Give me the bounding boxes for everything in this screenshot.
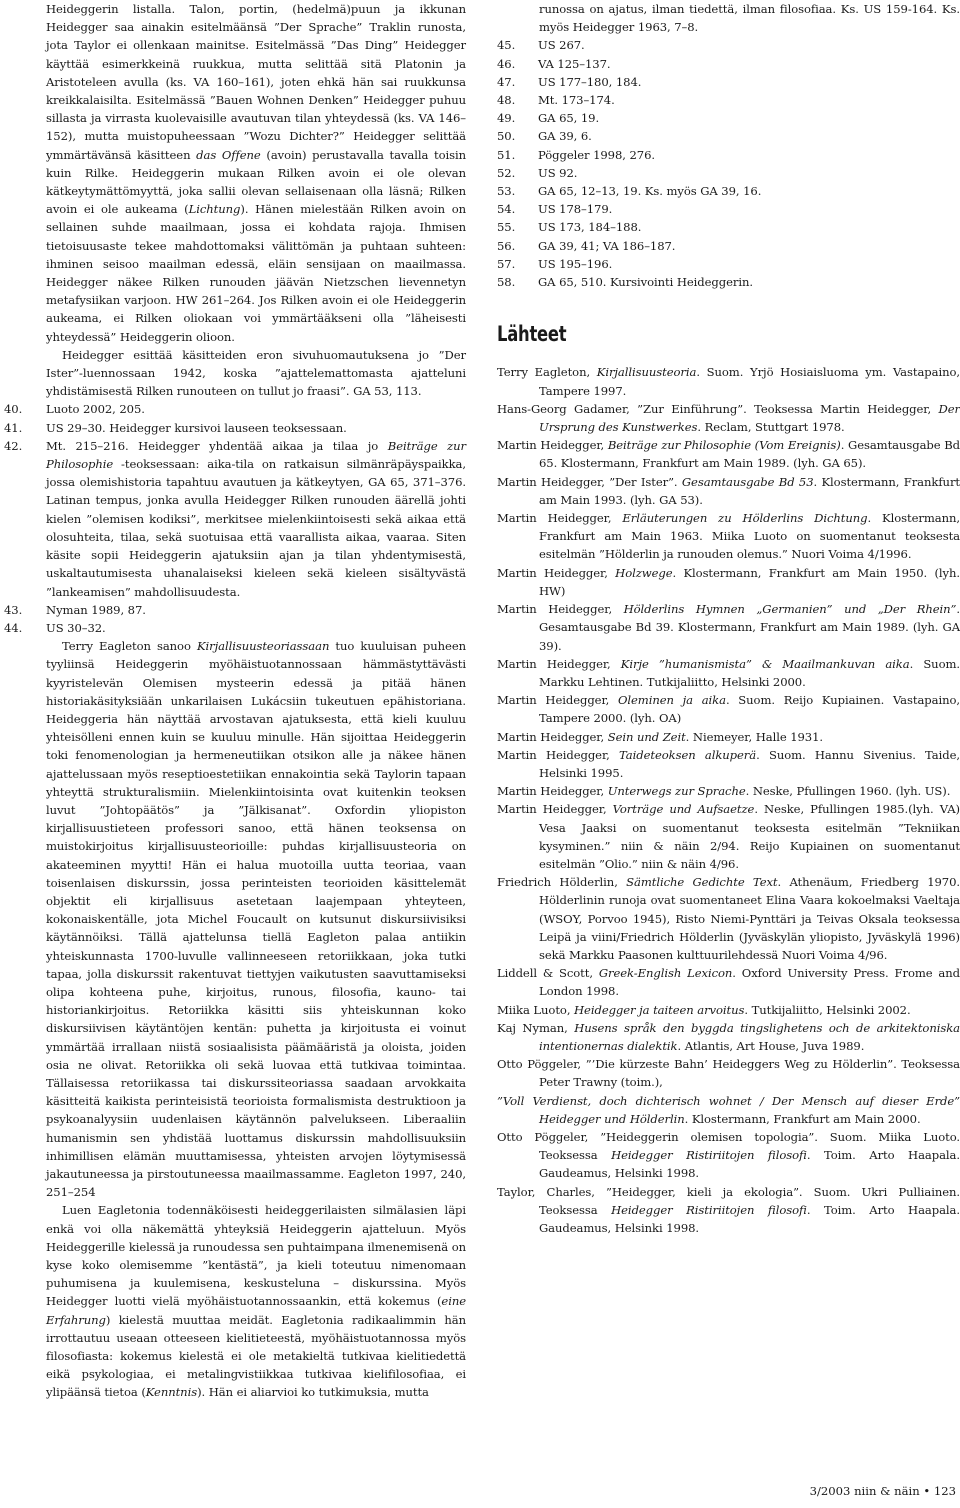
- note-text: GA 65, 19.: [538, 111, 600, 126]
- note-text: US 92.: [538, 165, 578, 180]
- reference-entry: [497, 1183, 960, 1238]
- reference-title: Unterwegs zur Sprache: [607, 784, 746, 799]
- reference-entry: [497, 691, 960, 727]
- note-number: 55.: [497, 220, 516, 235]
- text-run: ). Hänen mielestään Rilken avoin on sellainen suhde maailmaan, jossa ei kohdata rajoja. Ihmisen tietoisuusaste tekee mahdottomaksi välittömän ja puhtaan suhteen: ihminen seisoo maailman edessä, eläin sensijaan on maailmassa. Heidegger näkee Rilken runouden jäävän Nietzschen lievennetyn metafysiikan varjoon. HW 261–264. Jos Rilken avoin ei ole Heideggerin aukeama, ei Rilken oliokaan voi ymmärtääkseni olla ”läheisesti yhteydessä” Heideggerin olioon.: [46, 202, 466, 344]
- note-number: 46.: [497, 56, 516, 71]
- endnote-item: [497, 146, 960, 164]
- reference-entry: [497, 964, 960, 1000]
- reference-text: Otto Pöggeler, ”’Die kürzeste Bahn’ Heideggers Weg zu Hölderlin”. Teoksessa Peter Trawny (toim.),: [497, 1057, 960, 1090]
- reference-text: Martin Heidegger,: [497, 438, 608, 453]
- reference-text: Martin Heidegger,: [497, 656, 621, 671]
- reference-text: Martin Heidegger,: [497, 747, 620, 762]
- endnote-item: [497, 91, 960, 109]
- reference-title: Gesamtausgabe Bd 53: [681, 474, 814, 489]
- reference-text: Martin Heidegger,: [497, 511, 623, 526]
- note-text: Nyman 1989, 87.: [46, 602, 146, 617]
- endnote-continuation: [4, 0, 466, 346]
- reference-entry: [497, 564, 960, 600]
- text-run: Luen Eagletonia todennäköisesti heideggerilaisten silmälasien läpi enkä voi olla näkemättä yhteyksiä Heideggerin ajatteluun. Myös Heideggerille kielessä ja runoudessa sen puhtaimpana ilmenemisenä on kyse koko olemisemme ”kentästä”, ja kieli toteutuu nimenomaan puhumisena ja kuulemisena, keskusteluna – diskurssina. Myös Heidegger luotti vielä myöhäistuotannossaankin, että kokemus (: [46, 1203, 466, 1309]
- note-number: 53.: [497, 184, 516, 199]
- reference-text: . Gesamtausgabe Bd 65. Klostermann, Frankfurt am Main 1989. (lyh. GA 65).: [539, 438, 960, 471]
- note-text: US 29–30. Heidegger kursivoi lauseen teoksessaan.: [46, 420, 347, 435]
- endnote-item: [497, 255, 960, 273]
- reference-text: . Suom. Reijo Kupiainen. Vastapaino, Tampere 2000. (lyh. OA): [539, 693, 960, 726]
- reference-title: Taideteoksen alkuperä: [619, 747, 757, 762]
- note-number: 42.: [4, 438, 23, 453]
- note-number: 40.: [4, 402, 23, 417]
- note-text: GA 39, 6.: [538, 129, 592, 144]
- endnote-paragraph: [4, 1201, 466, 1401]
- text-run: ) kielestä muuttaa meidät. Eagletonia radikaalimmin hän irrottautuu useaan otteeseen kielitieteestä, myöhäistuotannossa myös filosofiasta: kokemus kielestä ei ole metakieltä tutkivaa kielitiedettä eikä psykologiaa, ei metalingvistiikkaa tutkivaa kielifilosofiaa, ei ylipäänsä tietoa (: [46, 1312, 466, 1400]
- reference-entry: [497, 400, 960, 436]
- reference-text: Terry Eagleton,: [497, 365, 597, 380]
- reference-text: . Niemeyer, Halle 1931.: [685, 729, 823, 744]
- endnote-continuation: runossa on ajatus, ilman tiedettä, ilman filosofiaa. Ks. US 159-164. Ks. myös Heidegger 1963, 7–8.: [539, 2, 960, 35]
- reference-entry: [497, 1055, 960, 1091]
- endnote-item: [497, 127, 960, 145]
- note-number: 47.: [497, 74, 516, 89]
- reference-text: . Atlantis, Art House, Juva 1989.: [677, 1038, 865, 1053]
- italic-term: Lichtung: [188, 202, 241, 217]
- endnote-item: [497, 164, 960, 182]
- right-column: [497, 0, 960, 1237]
- reference-title: Heidegger Ristiriitojen filosofi: [611, 1148, 807, 1163]
- note-text: GA 65, 12–13, 19. Ks. myös GA 39, 16.: [538, 184, 762, 199]
- note-text: GA 65, 510. Kursivointi Heideggerin.: [538, 275, 753, 290]
- reference-text: . Toim. Arto Haapala. Gaudeamus, Helsinki 1998.: [539, 1202, 960, 1235]
- reference-entry: [497, 1128, 960, 1183]
- note-text: Luoto 2002, 205.: [46, 402, 145, 417]
- reference-text: . Reclam, Stuttgart 1978.: [697, 420, 845, 435]
- text-run: Terry Eagleton sanoo: [62, 639, 197, 654]
- endnote-item: [497, 109, 960, 127]
- endnotes-list: [497, 36, 960, 291]
- endnote-item: [497, 273, 960, 291]
- note-text: US 177–180, 184.: [538, 74, 642, 89]
- reference-title: Hölderlins Hymnen „Germanien” und „Der Rhein”: [623, 602, 957, 617]
- reference-title: Greek-English Lexicon: [598, 966, 733, 981]
- reference-title: Sämtliche Gedichte Text: [626, 875, 778, 890]
- reference-text: Miika Luoto,: [497, 1002, 575, 1017]
- note-text: Pöggeler 1998, 276.: [538, 147, 655, 162]
- reference-title: Kirjallisuusteoria: [596, 365, 697, 380]
- reference-text: . Klostermann, Frankfurt am Main 1950. (lyh. HW): [539, 565, 960, 598]
- reference-text: Otto Pöggeler, ”Heideggerin olemisen topologia”. Suom. Miika Luoto. Teoksessa: [497, 1129, 960, 1163]
- reference-text: Martin Heidegger,: [497, 565, 616, 580]
- reference-title: Der Ursprung des Kunstwerkes: [539, 401, 960, 435]
- reference-text: . Toim. Arto Haapala. Gaudeamus, Helsinki 1998.: [539, 1148, 960, 1181]
- endnote-42: [4, 437, 466, 601]
- note-number: 44.: [4, 620, 23, 635]
- endnote-paragraph: Heidegger esittää käsitteiden eron sivuhuomautuksena jo ”Der Ister”-luennossaan 1942, koska ”ajattelemattomasta ajatteluni yhdistämisestä Rilken runouteen on tullut jo fraasi”. GA 53, 113.: [46, 347, 466, 399]
- note-number: 51.: [497, 147, 516, 162]
- reference-entry: [497, 782, 960, 800]
- italic-term: eine Erfahrung: [46, 1294, 466, 1327]
- reference-title: Holzwege: [615, 565, 673, 580]
- reference-text: Liddell & Scott,: [497, 966, 599, 981]
- note-text: US 30–32.: [46, 620, 106, 635]
- endnote-item: [497, 36, 960, 54]
- reference-title: Husens språk den byggda tingslighetens och de arkitektoniska intentionernas dialektik: [539, 1020, 960, 1053]
- reference-text: Martin Heidegger,: [497, 802, 613, 817]
- sources-heading: Lähteet: [497, 322, 567, 347]
- reference-title: Kirje ”humanismista” & Maailmankuvan aika: [620, 656, 910, 671]
- note-number: 48.: [497, 93, 516, 108]
- reference-text: . Suom. Hannu Sivenius. Taide, Helsinki 1995.: [539, 747, 960, 780]
- reference-text: Friedrich Hölderlin,: [497, 875, 627, 890]
- reference-entry: [497, 1001, 960, 1019]
- reference-text: . Neske, Pfullingen 1985.(lyh. VA) Vesa Jaaksi on suomentanut teoksesta esitelmän ”Tekniikan kysyminen.” niin & näin 2/94. Reijo Kupiainen on suomentanut esitelmän ”Olio.” niin & näin 4/96.: [539, 802, 960, 871]
- reference-title: ”Voll Verdienst, doch dichterisch wohnet / Der Mensch auf dieser Erde” Heidegger und Hölderlin: [497, 1093, 960, 1126]
- reference-text: Martin Heidegger, ”Der Ister”.: [497, 474, 682, 489]
- reference-title: Sein und Zeit: [607, 729, 686, 744]
- text-run: -teoksessaan: aika-tila on ratkaisun silmänräpäyspaikka, jossa olemishistoria tapahtuu avautuen ja kätkeytyen, GA 65, 371–376. Latinan tempus, jonka avulla Heidegger Rilken runouden äärellä johti kielen ”olemisen kodiksi”, merkitsee mielenkiintoisesti sekä aikaa että olosuhteita, tilaa, sekä suotuisaa että vaarallista aikaa, vaaraa. Siten käsite sopii Heideggerin ajatuksiin ajan ja tilan yhdentymisestä, uskaltautumisesta uhanalaiseksi kieleen sekä kieleen sisältyvästä ”lankeamisen” mahdollisuudesta.: [46, 457, 466, 599]
- endnote-item: [497, 73, 960, 91]
- reference-entry: [497, 800, 960, 873]
- note-number: 52.: [497, 165, 516, 180]
- note-number: 56.: [497, 238, 516, 253]
- reference-entry: [497, 746, 960, 782]
- text-run: Mt. 215–216. Heidegger yhdentää aikaa ja tilaa jo: [46, 438, 388, 453]
- endnote-44: [4, 619, 466, 637]
- reference-text: . Neske, Pfullingen 1960. (lyh. US).: [745, 784, 951, 799]
- reference-text: . Gesamtausgabe Bd 39. Klostermann, Frankfurt am Main 1989. (lyh. GA 39).: [539, 602, 960, 653]
- endnote-item: [497, 200, 960, 218]
- reference-title: Erläuterungen zu Hölderlins Dichtung: [622, 511, 868, 526]
- reference-text: . Oxford University Press. Frome and London 1998.: [539, 966, 960, 999]
- note-text: US 195–196.: [538, 256, 613, 271]
- reference-text: Martin Heidegger,: [497, 602, 624, 617]
- reference-text: . Suom. Markku Lehtinen. Tutkijaliitto, Helsinki 2000.: [539, 656, 960, 689]
- reference-entry: [497, 1019, 960, 1055]
- page-footer: 3/2003 niin & näin • 123: [809, 1484, 956, 1498]
- references-list: [497, 363, 960, 1237]
- reference-text: Kaj Nyman,: [497, 1020, 575, 1035]
- reference-text: Hans-Georg Gadamer, ”Zur Einführung”. Teoksessa Martin Heidegger,: [497, 401, 939, 416]
- note-text: VA 125–137.: [538, 56, 611, 71]
- note-number: 50.: [497, 129, 516, 144]
- endnote-paragraph: [4, 637, 466, 1201]
- reference-text: . Athenäum, Friedberg 1970. Hölderlinin runoja ovat suomentaneet Elina Vaara kokoelmaksi Vaeltaja (WSOY, Porvoo 1945), Risto Niemi-Pynttäri ja Teivas Oksala teoksessa Leipä ja viini/Friedrich Hölderlin (Jyväskylän yliopisto, Jyväskylä 1996) sekä Markku Paasonen kulttuurilehdessä Nuori Voima 4/96.: [539, 875, 960, 962]
- note-text: US 178–179.: [538, 202, 613, 217]
- note-text: US 267.: [538, 38, 585, 53]
- endnote-41: [4, 419, 466, 437]
- note-text: GA 39, 41; VA 186–187.: [538, 238, 676, 253]
- note-text: US 173, 184–188.: [538, 220, 642, 235]
- reference-text: Martin Heidegger,: [497, 693, 618, 708]
- italic-title: Kirjallisuusteoriassaan: [196, 639, 330, 654]
- note-number: 45.: [497, 38, 516, 53]
- reference-text: . Tutkijaliitto, Helsinki 2002.: [744, 1002, 911, 1017]
- reference-text: Martin Heidegger,: [497, 784, 608, 799]
- text-run: tuo kuuluisan puheen tyyliinsä Heideggerin myöhäistuotannossaan hämmästyttävästi kyyristelevän Olemisen mysteerin edessä ja pitää hänen historiakäsityksiään unkarilaisen Lukácsiin tukeutuen epähistoriana. Heideggeria hän näyttää arvostavan ajatuksesta, että kieli kuuluu yhteisölleni ennen kuin se kuuluu minulle. Hän sijoittaa Heideggerin toki fenomenologian ja hermeneutiikan otsikon alle ja näkee hänen ajattelussaan myös reseptioestetiikan ennakointia sekä Taylorin tapaan yhteyttä strukturalismiin. Mielenkiintoisinta ovat kuitenkin teoksen luvut ”Johtopäätös” ja ”Jälkisanat”. Oxfordin yliopiston kirjallisuustieteen professori sanoo, että hänen teoksensa on muistokirjoitus kirjallisuusteorioille: puhdas kirjallisuusteoria on akateeminen myytti! Hän ei halua muotoilla uutta teoriaa, vaan toisenlaisen diskurssin, jossa perinteisten teorioiden käsittelemät objektit eli kirjallisuus asetetaan laajempaan yhteyteen, kokonaiskentälle, jota Michel Foucault on kutsunut diskursiivisiksi käytännöiksi. Tällä ajattelunsa tiellä Eagleton palaa antiikin yhteiskunnasta 1700-luvulle vallinneeseen retoriikkaan, joka tutki tapaa, jolla diskurssit rakentuvat tiettyjen vaikutusten saavuttamiseksi olipa kohteena puhe, kirjoitus, runous, filosofia, kauno- tai historiankirjoitus. Retoriikka käsitti siis yhteiskunnan koko diskursiivisen käytäntöjen kentän: puhetta ja kirjoitusta ei voinut ymmärtää irrallaan niistä sosiaalisista päämääristä ja oloista, joiden osia ne olivat. Retoriikka oli sekä luovaa että tutkivaa toimintaa. Tällaisessa retoriikassa tai diskurssiteoriassa saadaan arvokkaita käsitteitä kaikista perinteisistä teorioista formalismista destruktioon ja psykoanalyysiin uudenlaisen käytännön palvelukseen. Liberaaliin humanismin sen yhdistää luottamus diskurssin mahdollisuuksiin inhimillisen elämän muuttamisessa, yhteisten arvojen löytymisessä jakautuneessa ja pirstoutuneessa maailmassamme. Eagleton 1997, 240, 251–254: [46, 639, 466, 1200]
- reference-title: Oleminen ja aika: [617, 693, 726, 708]
- reference-text: . Klostermann, Frankfurt am Main 2000.: [684, 1111, 921, 1126]
- reference-title: Vorträge und Aufsaetze: [612, 802, 755, 817]
- reference-text: . Suom. Yrjö Hosiaisluoma ym. Vastapaino, Tampere 1997.: [539, 365, 960, 398]
- reference-title: Heidegger ja taiteen arvoitus: [574, 1002, 745, 1017]
- endnote-item: [497, 182, 960, 200]
- reference-entry: [497, 509, 960, 564]
- note-text: [46, 437, 466, 601]
- note-number: 57.: [497, 256, 516, 271]
- italic-title: Beiträge zur Philosophie: [46, 438, 467, 472]
- text-run: ). Hän ei aliarvioi ko tutkimuksia, mutta: [197, 1385, 429, 1400]
- note-text: Mt. 173–174.: [538, 93, 615, 108]
- reference-entry: [497, 363, 960, 399]
- note-number: 43.: [4, 602, 23, 617]
- note-number: 54.: [497, 202, 516, 217]
- italic-term: Kenntnis: [145, 1385, 198, 1400]
- reference-entry: [497, 473, 960, 509]
- reference-text: . Klostermann, Frankfurt am Main 1993. (lyh. GA 53).: [539, 474, 960, 507]
- note-number: 58.: [497, 275, 516, 290]
- reference-entry: [497, 1092, 960, 1128]
- reference-entry: [497, 436, 960, 472]
- note-number: 49.: [497, 111, 516, 126]
- left-column: [4, 0, 466, 1402]
- reference-title: Beiträge zur Philosophie (Vom Ereignis): [607, 438, 841, 453]
- endnote-43: [4, 601, 466, 619]
- reference-text: . Klostermann, Frankfurt am Main 1963. Miika Luoto on suomentanut teoksesta esitelmän ”Hölderlin ja runouden olemus.” Nuori Voima 4/1996.: [539, 511, 960, 562]
- reference-text: Taylor, Charles, ”Heidegger, kieli ja ekologia”. Suom. Ukri Pulliainen. Teoksessa: [497, 1184, 960, 1217]
- reference-entry: [497, 655, 960, 691]
- text-run: Heideggerin listalla. Talon, portin, (hedelmä)puun ja ikkunan Heidegger saa ainakin esitelmäänsä ”Der Sprache” Traklin runosta, jota Taylor ei ollenkaan mainitse. Esitelmässä ”Das Ding” Heidegger käyttää esimerkkeinä ruukkua, mutta selittää sitä Platonin ja Aristoteleen avulla (ks. VA 160–161), joten ehkä hän sai ruukkunsa kreikkalaisilta. Esitelmässä ”Bauen Wohnen Denken” Heidegger puhuu sillasta ja virrasta kuolevaisille avautuvan tilan yhteydessä (ks. VA 146–152), mutta muistopuheessaan ”Wozu Dichter?” Heidegger selittää ymmärtävänsä käsitteen: [46, 2, 466, 162]
- endnote-item: [497, 237, 960, 255]
- reference-text: Martin Heidegger,: [497, 729, 608, 744]
- reference-entry: [497, 600, 960, 655]
- endnote-item: [497, 218, 960, 236]
- text-run: (avoin) perustavalla tavalla toisin kuin Rilke. Heideggerin mukaan Rilken avoin ei ole olevan kätkeytymättömyyttä, joka sallii olevan sellaisenaan olla läsnä; Rilken avoin ei ole aukeama (: [46, 147, 466, 217]
- italic-term: das Offene: [196, 147, 261, 162]
- reference-title: Heidegger Ristiriitojen filosofi: [611, 1202, 807, 1217]
- reference-entry: [497, 728, 960, 746]
- note-number: 41.: [4, 420, 23, 435]
- endnote-item: [497, 55, 960, 73]
- reference-entry: [497, 873, 960, 964]
- endnote-40: [4, 400, 466, 418]
